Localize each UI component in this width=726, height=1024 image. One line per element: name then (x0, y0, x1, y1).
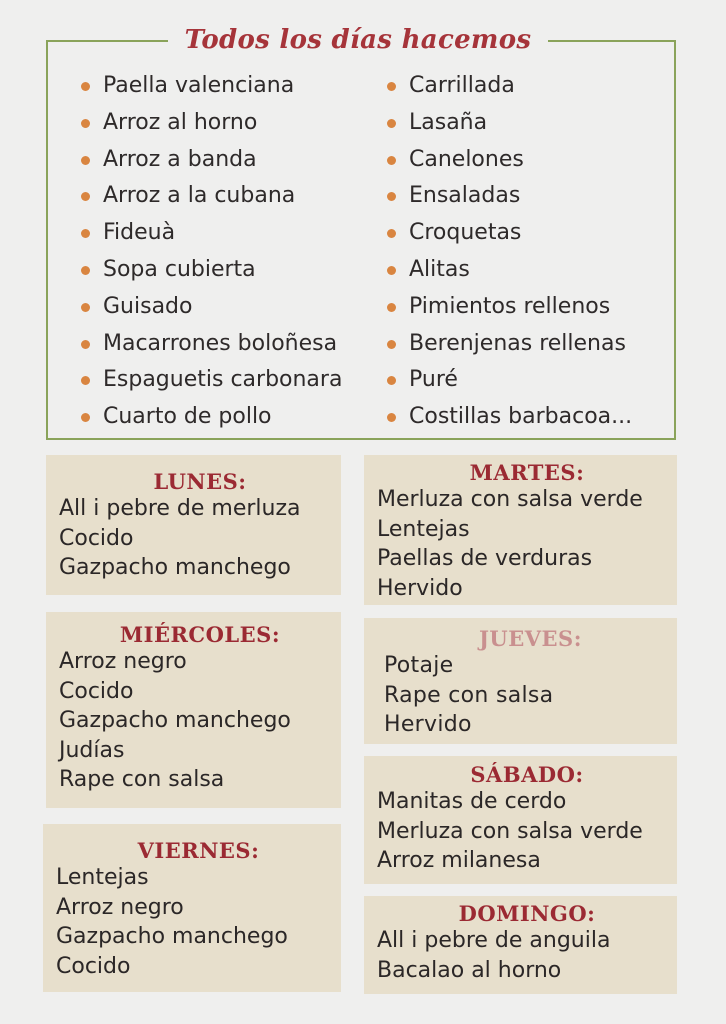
list-item (78, 362, 342, 399)
day-box-viernes (43, 824, 341, 992)
list-item (78, 215, 342, 252)
dish-label: Puré (409, 367, 458, 393)
list-item: Rape con salsa (59, 767, 225, 792)
list-item (384, 105, 632, 142)
list-item (384, 362, 632, 399)
list-item (78, 399, 342, 436)
day-dish-list (377, 485, 677, 603)
bullet-icon (81, 192, 90, 201)
list-item (384, 142, 632, 179)
dish-label: Arroz al horno (103, 109, 258, 135)
bullet-icon (387, 303, 396, 312)
dish-label: Ensaladas (409, 183, 521, 209)
list-item: Potaje (384, 653, 454, 678)
list-item: All i pebre de anguila (377, 928, 611, 953)
dish-label: Croquetas (409, 220, 522, 246)
daily-dishes-title: Todos los días hacemos (168, 20, 548, 60)
dish-label: Carrillada (409, 73, 515, 98)
dish-label: Macarrones boloñesa (103, 330, 338, 356)
list-item (78, 178, 342, 215)
day-dish-list (377, 787, 677, 876)
day-dish-list (56, 863, 341, 981)
list-item: Rape con salsa (384, 682, 554, 708)
dish-label: Berenjenas rellenas (409, 330, 626, 356)
bullet-icon (387, 156, 396, 165)
day-title: MIÉRCOLES: (119, 622, 281, 647)
list-item: Cocido (56, 953, 131, 979)
bullet-icon (387, 376, 396, 385)
day-title: DOMINGO: (458, 901, 596, 926)
list-item (78, 289, 342, 326)
bullet-icon (81, 413, 90, 422)
day-dish-list (59, 494, 341, 583)
bullet-icon (81, 156, 90, 165)
list-item: All i pebre de merluza (59, 496, 301, 521)
day-box-martes (364, 455, 677, 605)
list-item (384, 399, 632, 436)
day-dish-list (384, 651, 677, 740)
list-item (78, 326, 342, 363)
list-item (384, 68, 632, 105)
dish-label: Alitas (409, 256, 470, 282)
list-item (78, 68, 342, 105)
dish-label: Lasaña (409, 109, 488, 135)
day-box-lunes (46, 455, 341, 595)
list-item (78, 252, 342, 289)
dish-label: Arroz a la cubana (103, 183, 296, 209)
day-dish-list (59, 647, 341, 795)
list-item: Bacalao al horno (377, 957, 562, 983)
bullet-icon (81, 266, 90, 275)
list-item: Gazpacho manchego (59, 708, 291, 733)
list-item (384, 178, 632, 215)
bullet-icon (387, 119, 396, 128)
bullet-icon (81, 340, 90, 349)
day-title: VIERNES: (137, 838, 260, 863)
bullet-icon (387, 266, 396, 275)
list-item: Hervido (384, 712, 472, 737)
list-item: Lentejas (377, 516, 470, 542)
list-item: Arroz negro (59, 649, 187, 674)
list-item: Judías (59, 737, 125, 763)
day-title: LUNES: (153, 469, 247, 494)
list-item: Manitas de cerdo (377, 789, 567, 814)
dish-label: Sopa cubierta (103, 256, 256, 282)
bullet-icon (81, 376, 90, 385)
dish-label: Canelones (409, 146, 524, 172)
day-title: MARTES: (469, 460, 585, 485)
bullet-icon (81, 82, 90, 91)
daily-dishes-list-right (384, 68, 632, 436)
dish-label: Fideuà (103, 220, 176, 246)
list-item: Hervido (377, 575, 463, 601)
daily-dishes-list-left (78, 68, 342, 436)
list-item: Merluza con salsa verde (377, 487, 643, 512)
list-item (384, 252, 632, 289)
day-box-sabado (364, 756, 677, 884)
dish-label: Espaguetis carbonara (103, 367, 343, 393)
list-item (384, 289, 632, 326)
bullet-icon (81, 119, 90, 128)
dish-label: Guisado (103, 293, 193, 319)
list-item (384, 215, 632, 252)
list-item: Gazpacho manchego (59, 555, 291, 580)
list-item: Lentejas (56, 865, 149, 890)
day-box-domingo (364, 896, 677, 994)
bullet-icon (387, 229, 396, 238)
bullet-icon (81, 303, 90, 312)
dish-label: Pimientos rellenos (409, 293, 611, 319)
bullet-icon (387, 340, 396, 349)
bullet-icon (387, 82, 396, 91)
list-item (78, 142, 342, 179)
list-item: Gazpacho manchego (56, 924, 288, 949)
list-item (384, 326, 632, 363)
day-box-jueves (364, 618, 677, 744)
dish-label: Costillas barbacoa... (409, 404, 633, 430)
day-box-miercoles (46, 612, 341, 808)
bullet-icon (387, 413, 396, 422)
list-item: Cocido (59, 525, 134, 551)
dish-label: Arroz a banda (103, 146, 257, 172)
day-dish-list (377, 926, 677, 985)
day-title: JUEVES: (479, 626, 582, 651)
list-item: Paellas de verduras (377, 546, 593, 571)
bullet-icon (387, 192, 396, 201)
day-title: SÁBADO: (470, 762, 584, 787)
list-item: Arroz negro (56, 894, 184, 920)
list-item: Arroz milanesa (377, 848, 541, 873)
list-item: Merluza con salsa verde (377, 818, 643, 844)
list-item (78, 105, 342, 142)
list-item: Cocido (59, 678, 134, 704)
bullet-icon (81, 229, 90, 238)
dish-label: Paella valenciana (103, 73, 295, 98)
dish-label: Cuarto de pollo (103, 404, 272, 430)
